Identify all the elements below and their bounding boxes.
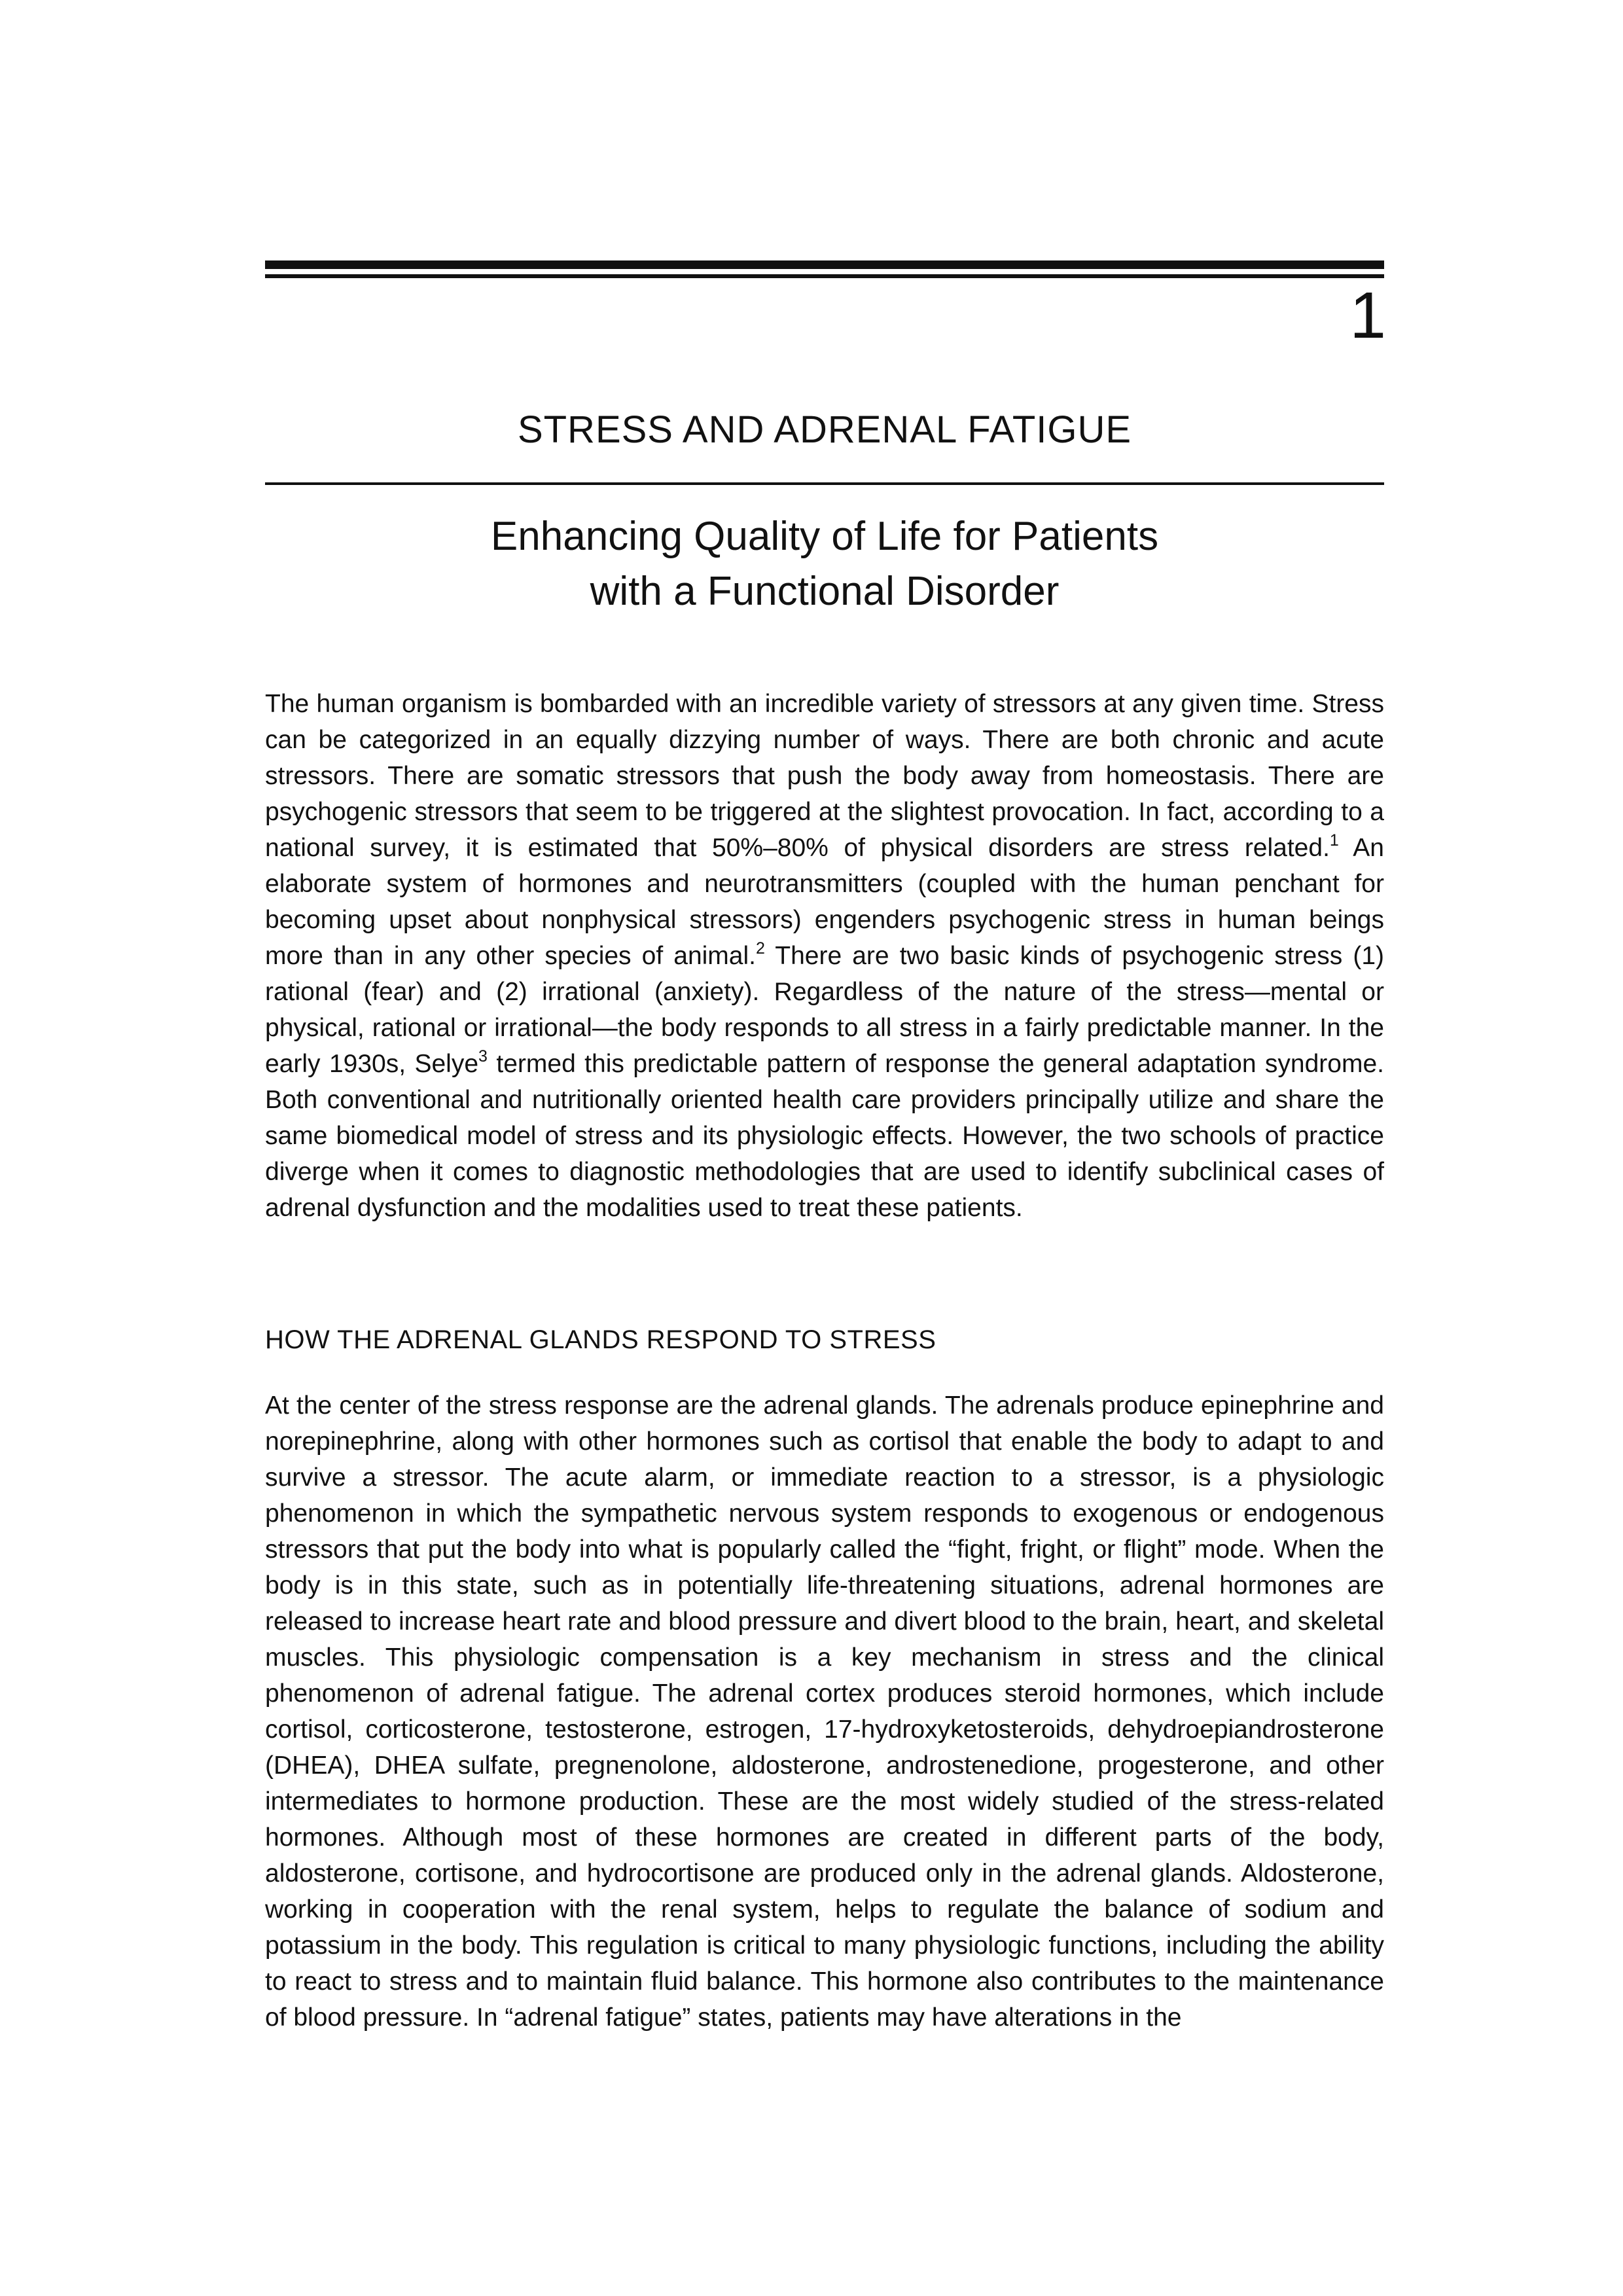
intro-text-3: There are two basic kinds of psychogenic stress (1) rational (fear) and (2) irrational (anxiety). Regardless of the nature of the stress—mental or physical, rational or irrational—the body responds to all stress in a fairly predictable manner. In the early 1930s, Selye: [265, 942, 1384, 1078]
section-paragraph: At the center of the stress response are the adrenal glands. The adrenals produce epinephrine and norepinephrine, along with other hormones such as cortisol that enable the body to adapt to and survive a stressor. The acute alarm, or immediate reaction to a stressor, is a physiologic phenomenon in which the sympathetic nervous system responds to exogenous or endogenous stressors that put the body into what is popularly called the “fight, fright, or flight” mode. When the body is in this state, such as in potentially life-threatening situations, adrenal hormones are released to increase heart rate and blood pressure and divert blood to the brain, heart, and skeletal muscles. This physiologic compensation is a key mechanism in stress and the clinical phenomenon of adrenal fatigue. The adrenal cortex produces steroid hormones, which include cortisol, corticosterone, testosterone, estrogen, 17-hydroxyketosteroids, dehydroepiandrosterone (DHEA), DHEA sulfate, pregnenolone, aldosterone, androstenedione, progesterone, and other intermediates to hormone production. These are the most widely studied of the stress-related hormones. Although most of these hormones are created in different parts of the body, aldosterone, cortisone, and hydrocortisone are produced only in the adrenal glands. Aldosterone, working in cooperation with the renal system, helps to regulate the balance of sodium and potassium in the body. This regulation is critical to many physiologic functions, including the ability to react to stress and to maintain fluid balance. This hormone also contributes to the maintenance of blood pressure. In “adrenal fatigue” states, patients may have alterations in the: [265, 1391, 1384, 2032]
top-rule-thin: [265, 274, 1384, 278]
subtitle-line-2: with a Functional Disorder: [590, 569, 1060, 614]
intro-text-2: An elaborate system of hormones and neurotransmitters (coupled with the human penchant for becoming upset about nonphysical stressors) engenders psychogenic stress in human beings more than in any other species of animal.: [265, 834, 1384, 970]
chapter-subtitle: [265, 509, 1384, 619]
chapter-number: 1: [1349, 279, 1386, 352]
subtitle-line-1: Enhancing Quality of Life for Patients: [490, 514, 1159, 559]
footnote-ref-3: 3: [478, 1047, 488, 1066]
title-divider: [265, 482, 1384, 485]
top-rule-thick: [265, 260, 1384, 269]
footnote-ref-2: 2: [755, 939, 765, 958]
chapter-title: STRESS AND ADRENAL FATIGUE: [517, 408, 1132, 451]
intro-text-4: termed this predictable pattern of response the general adaptation syndrome. Both conventional and nutritionally oriented health care providers principally utilize and share the same biomedical model of stress and its physiologic effects. However, the two schools of practice diverge when it comes to diagnostic methodologies that are used to identify subclinical cases of adrenal dysfunction and the modalities used to treat these patients.: [265, 1050, 1384, 1222]
footnote-ref-1: 1: [1329, 831, 1339, 850]
section-heading: HOW THE ADRENAL GLANDS RESPOND TO STRESS: [265, 1325, 936, 1354]
intro-text-1: The human organism is bombarded with an incredible variety of stressors at any given time. Stress can be categorized in an equally dizzying number of ways. There are both chronic and acute stressors. There are somatic stressors that push the body away from homeostasis. There are psychogenic stressors that seem to be triggered at the slightest provocation. In fact, according to a national survey, it is estimated that 50%–80% of physical disorders are stress related.: [265, 690, 1384, 862]
intro-paragraph: [265, 686, 1384, 1226]
